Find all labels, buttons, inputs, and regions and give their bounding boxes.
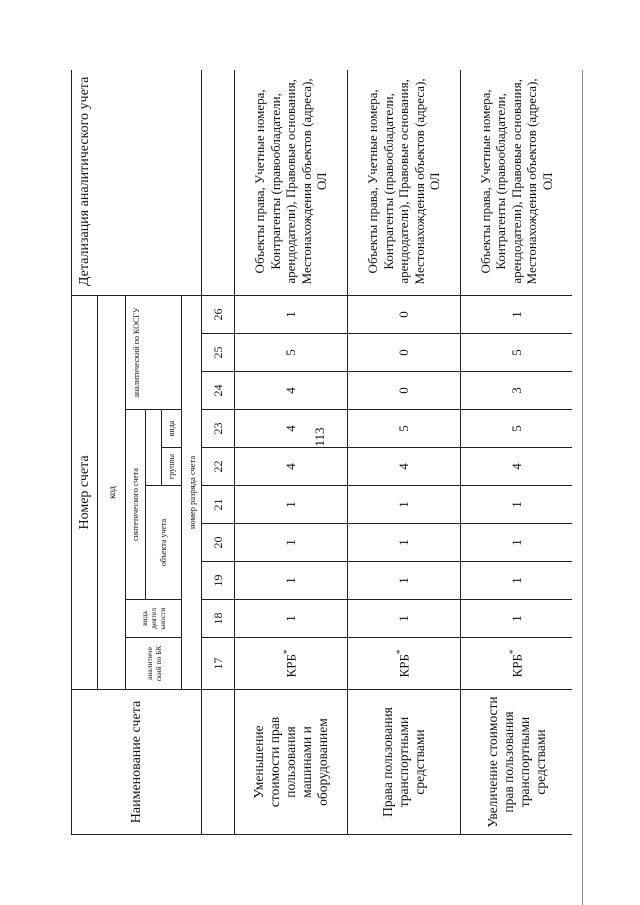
header-code: код: [98, 295, 126, 689]
header-group-kind-spacer: [146, 410, 162, 486]
header-activity-type: вида деятел ьности: [126, 600, 182, 638]
page-edge-line: [582, 70, 583, 905]
digit-index: 17: [202, 638, 235, 690]
digit-cell: 4: [461, 448, 573, 486]
digit-index: 20: [202, 524, 235, 562]
digit-cell: 1: [461, 600, 573, 638]
digit-index-row: [202, 70, 235, 835]
digit-index: 26: [202, 295, 235, 333]
digit-cell: 5: [348, 410, 461, 448]
krb-footnote-mark: *: [395, 649, 406, 655]
krb-footnote-mark: *: [507, 649, 518, 655]
digit-cell: 1: [348, 562, 461, 600]
rotated-table-frame: [71, 70, 572, 835]
account-table-container: [71, 70, 572, 835]
digit-cell: 1: [235, 562, 348, 600]
digit-cell: 3: [461, 372, 573, 410]
digit-index: 18: [202, 600, 235, 638]
digit-cell: 4: [348, 448, 461, 486]
digit-cell: 1: [235, 295, 348, 333]
digit-cell: 1: [235, 600, 348, 638]
table-row: [235, 70, 348, 835]
digit-cell: 1: [461, 562, 573, 600]
detail-cell: Объекты права, Учетные номера, Контрагенты (правообладатели, арендодатели), Правовые основания, Местонахождения объектов (адреса), ОЛ: [235, 70, 348, 295]
digit-cell: 4: [235, 372, 348, 410]
krb-cell: [235, 638, 348, 690]
digit-cell: 0: [348, 372, 461, 410]
header-analytic-bk: аналитиче ский по БК: [126, 638, 182, 690]
krb-code: КРБ: [283, 654, 299, 678]
krb-cell: [461, 638, 573, 690]
header-kind: вида: [162, 410, 182, 448]
table-row: [348, 70, 461, 835]
header-account-number: Номер счета: [72, 295, 98, 689]
digit-index: 19: [202, 562, 235, 600]
digit-cell: 1: [235, 486, 348, 524]
digit-index-empty-left: [202, 690, 235, 835]
digit-cell: 1: [348, 600, 461, 638]
digit-index: 21: [202, 486, 235, 524]
digit-cell: 5: [461, 410, 573, 448]
header-accounting-object: объекта учета: [146, 486, 182, 600]
digit-cell: 4: [235, 410, 348, 448]
digit-cell: 0: [348, 295, 461, 333]
krb-code: КРБ: [396, 654, 412, 678]
header-analytic-detail: Детализация аналитического учета: [72, 70, 202, 295]
header-account-name: Наименование счета: [72, 690, 202, 835]
account-name-cell: Уменьшение стоимости прав пользования машинами и оборудованием: [235, 690, 348, 835]
header-synthetic-account: синтетического счета: [126, 410, 146, 600]
krb-cell: [348, 638, 461, 690]
digit-index: 25: [202, 334, 235, 372]
digit-cell: 1: [348, 524, 461, 562]
account-name-cell: Права пользования транспортными средствами: [348, 690, 461, 835]
header-group: группы: [162, 448, 182, 486]
header-analytic-kosgu: аналитический по КОСГУ: [126, 295, 182, 409]
digit-cell: 1: [461, 486, 573, 524]
table-row: [461, 70, 573, 835]
account-name-cell: Увеличение стоимости прав пользования транспортными средствами: [461, 690, 573, 835]
krb-code: КРБ: [509, 654, 525, 678]
digit-cell: 5: [235, 334, 348, 372]
header-digit-number: номер разряда счета: [182, 295, 202, 689]
digit-cell: 1: [348, 486, 461, 524]
page-number: 113: [312, 427, 327, 447]
digit-index: 22: [202, 448, 235, 486]
digit-cell: 1: [461, 295, 573, 333]
digit-index-empty-right: [202, 70, 235, 295]
digit-cell: 0: [348, 334, 461, 372]
detail-cell: Объекты права, Учетные номера, Контрагенты (правообладатели, арендодатели), Правовые основания, Местонахождения объектов (адреса), ОЛ: [461, 70, 573, 295]
digit-cell: 4: [235, 448, 348, 486]
digit-cell: 1: [235, 524, 348, 562]
digit-cell: 1: [461, 524, 573, 562]
account-table: [71, 70, 572, 835]
digit-index: 24: [202, 372, 235, 410]
digit-index: 23: [202, 410, 235, 448]
detail-cell: Объекты права, Учетные номера, Контрагенты (правообладатели, арендодатели), Правовые основания, Местонахождения объектов (адреса), ОЛ: [348, 70, 461, 295]
digit-cell: 5: [461, 334, 573, 372]
krb-footnote-mark: *: [282, 649, 293, 655]
